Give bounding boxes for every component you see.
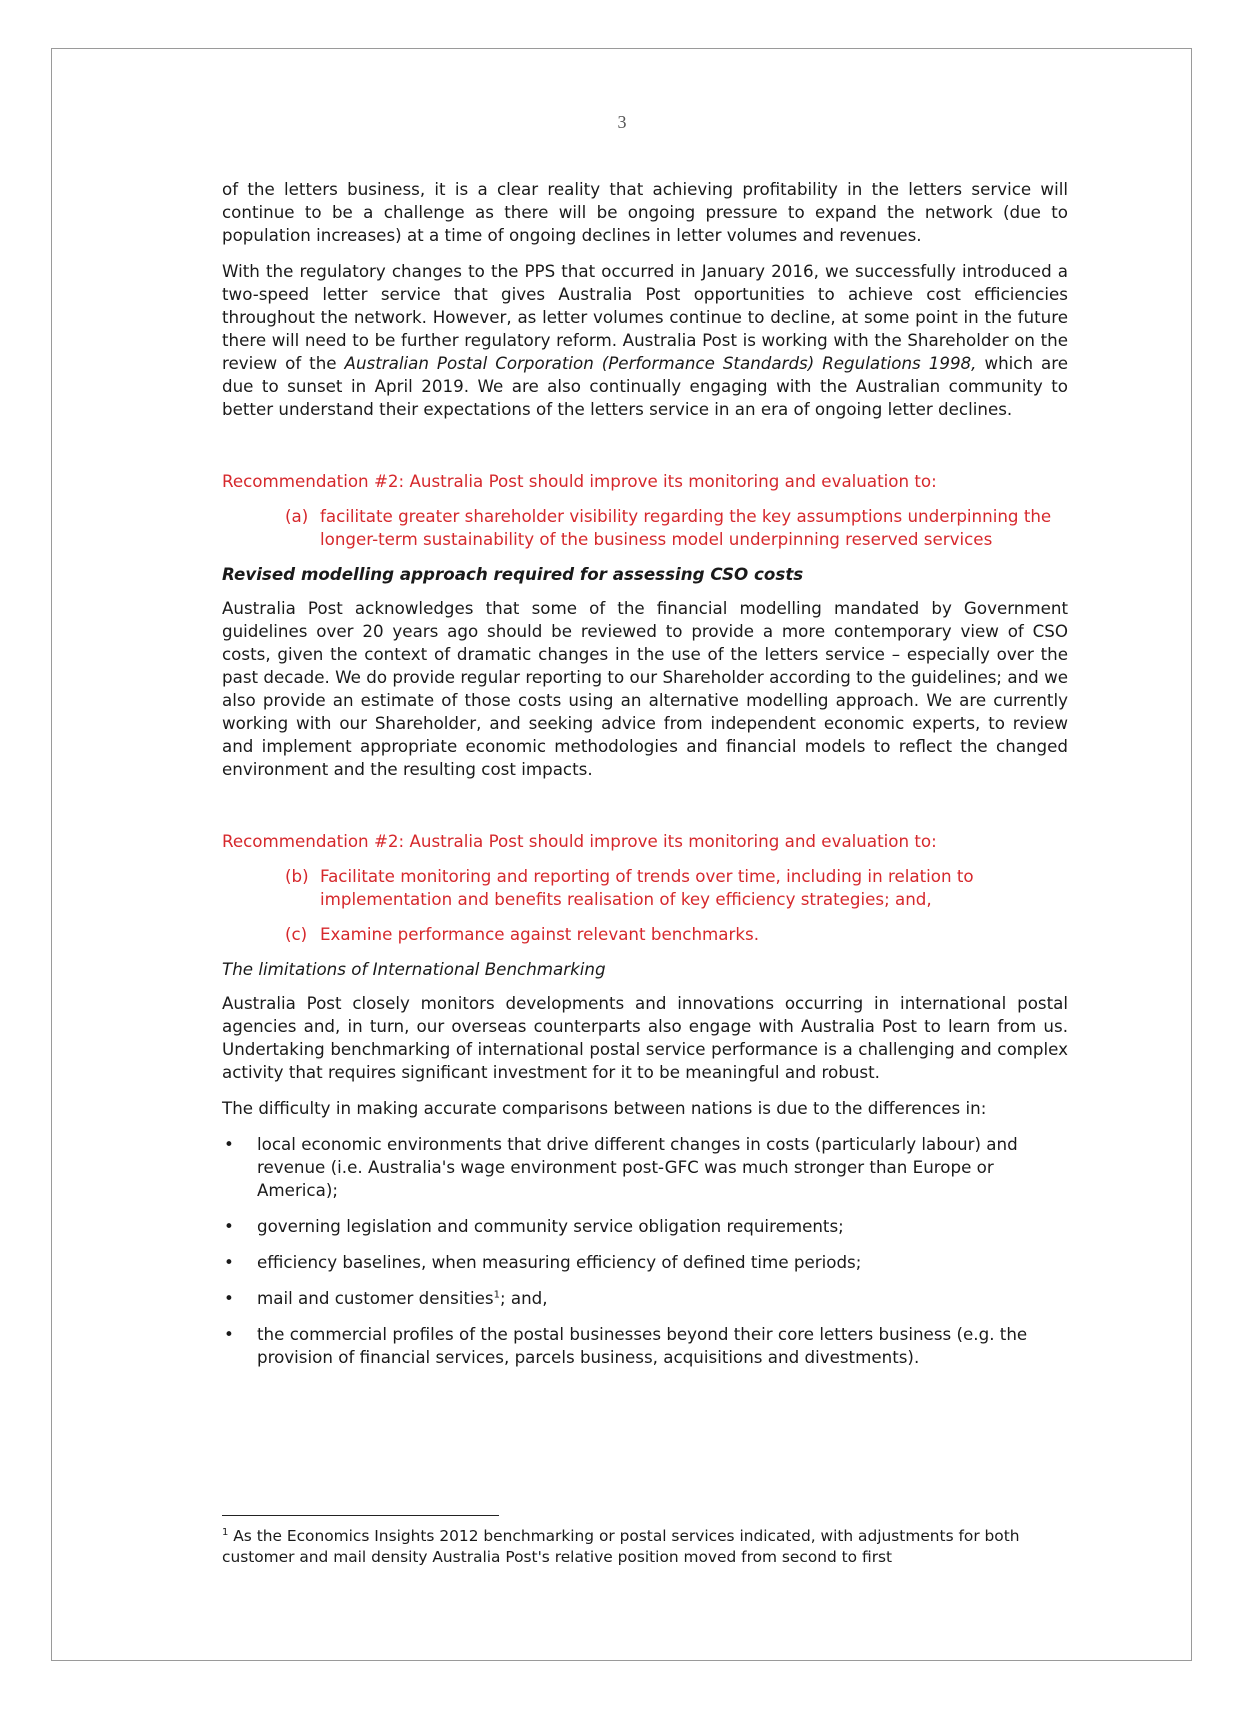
list-item (222, 1133, 1068, 1202)
list-item-text-end: ; and, (499, 1288, 548, 1308)
recommendation-item-b (285, 865, 1068, 911)
benchmarking-paragraph-1: Australia Post closely monitors developments and innovations occurring in international postal agencies and, in turn, our overseas counterparts also engage with Australia Post to learn from us. Undertaking benchmarking of international postal service performance is a challenging and complex activity that requires significant investment for it to be meaningful and robust. (222, 993, 1068, 1082)
list-item (222, 1323, 1068, 1369)
recommendation-item-a (285, 505, 1068, 551)
bullet-icon: • (224, 1288, 234, 1308)
list-item-text: the commercial profiles of the postal businesses beyond their core letters business (e.g. the provision of financial services, parcels business, acquisitions and divestments). (257, 1324, 1028, 1367)
benchmarking-paragraph-2: The difficulty in making accurate comparisons between nations is due to the differences in: (222, 1098, 987, 1118)
bullet-icon: • (224, 1252, 234, 1272)
recommendation-heading-a: Recommendation #2: Australia Post should improve its monitoring and evaluation to: (222, 471, 937, 491)
list-item-text (257, 1287, 1068, 1310)
list-item (222, 1287, 1068, 1310)
bullet-icon: • (224, 1324, 234, 1344)
footnote-text: As the Economics Insights 2012 benchmarking or postal services indicated, with adjustments for both customer and mail density Australia Post's relative position moved from second to first (222, 1527, 1020, 1566)
cso-paragraph: Australia Post acknowledges that some of the financial modelling mandated by Government guidelines over 20 years ago should be reviewed to provide a more contemporary view of CSO costs, given the context of dramatic changes in the use of the letters service – especially over the past decade. We do provide regular reporting to our Shareholder according to the guidelines; and we also provide an estimate of those costs using an alternative modelling approach. We are currently working with our Shareholder, and seeking advice from independent economic experts, to review and implement appropriate economic methodologies and financial models to reflect the changed environment and the resulting cost impacts. (222, 598, 1068, 779)
recommendation-item-c (285, 923, 1068, 946)
section-heading-benchmarking: The limitations of International Benchmarking (222, 959, 606, 979)
list-item-text-start: mail and customer densities (257, 1288, 494, 1308)
recommendation-heading-bc: Recommendation #2: Australia Post should improve its monitoring and evaluation to: (222, 831, 937, 851)
list-item (222, 1215, 1068, 1238)
recommendation-marker: (b) (285, 866, 309, 886)
list-item-text: local economic environments that drive different changes in costs (particularly labour) and revenue (i.e. Australia's wage environment post-GFC was much stronger than Europe or America); (257, 1134, 1018, 1200)
list-item (222, 1251, 1068, 1274)
footnote-reference[interactable]: 1 (493, 1289, 500, 1301)
differences-list (222, 1133, 1068, 1369)
recommendation-marker: (c) (285, 924, 308, 944)
footnote (222, 1526, 1068, 1568)
document-body (222, 178, 1068, 1382)
bullet-icon: • (224, 1134, 234, 1154)
recommendation-text: Examine performance against relevant benchmarks. (320, 924, 760, 944)
footnote-separator (222, 1515, 499, 1516)
intro-paragraph-2-start: With the regulatory changes to the PPS that occurred in January 2016, we successfully introduced a two-speed letter service that gives Australia Post opportunities to achieve cost efficiencies throughout the network. However, as letter volumes continue to decline, at some point in the future there will need to be further regulatory reform. Australia Post is working with the Shareholder on the review of the (222, 261, 1068, 373)
recommendation-text: facilitate greater shareholder visibility regarding the key assumptions underpinning the longer-term sustainability of the business model underpinning reserved services (320, 506, 1052, 549)
list-item-text: governing legislation and community service obligation requirements; (257, 1216, 844, 1236)
regulation-title: Australian Postal Corporation (Performance Standards) Regulations 1998, (344, 353, 977, 373)
bullet-icon: • (224, 1216, 234, 1236)
intro-paragraph-1: of the letters business, it is a clear reality that achieving profitability in the letters service will continue to be a challenge as there will be ongoing pressure to expand the network (due to population increases) at a time of ongoing declines in letter volumes and revenues. (222, 179, 1068, 245)
list-item-text: efficiency baselines, when measuring efficiency of defined time periods; (257, 1252, 862, 1272)
intro-paragraph-2 (222, 260, 1068, 421)
section-heading-cso: Revised modelling approach required for assessing CSO costs (222, 564, 804, 584)
recommendation-marker: (a) (285, 506, 309, 526)
intro-paragraph-2-end: which are due to sunset in April 2019. We are also continually engaging with the Australian community to better understand their expectations of the letters service in an era of ongoing letter declines. (222, 353, 1068, 419)
page-number: 3 (617, 112, 627, 132)
recommendation-text: Facilitate monitoring and reporting of trends over time, including in relation to implementation and benefits realisation of key efficiency strategies; and, (320, 866, 974, 909)
footnote-number: 1 (222, 1526, 229, 1538)
